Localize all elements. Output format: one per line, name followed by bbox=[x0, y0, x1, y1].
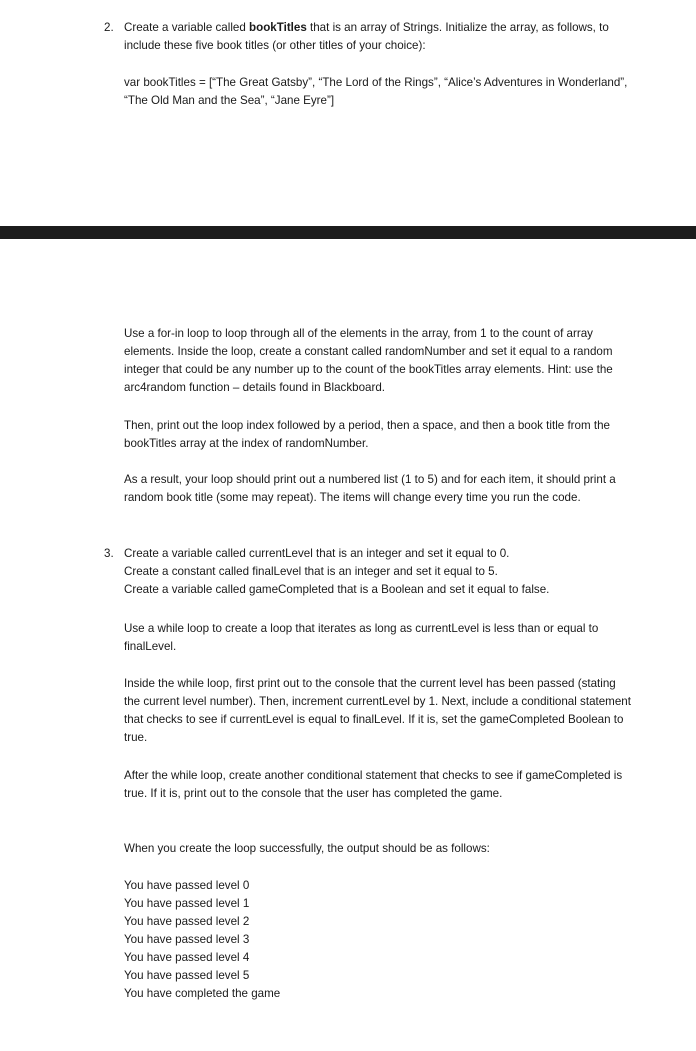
continued-paragraph-2: Then, print out the loop index followed by a period, then a space, and then a book title from the bookTitles array at the index of randomNumber. bbox=[124, 419, 610, 450]
output-line: You have passed level 1 bbox=[124, 897, 250, 910]
expected-output bbox=[124, 877, 634, 1003]
page-divider bbox=[0, 226, 696, 239]
page-bottom bbox=[0, 239, 696, 1051]
output-line: You have passed level 0 bbox=[124, 879, 250, 892]
item-2-number: 2. bbox=[104, 21, 114, 34]
item-2-intro bbox=[124, 19, 634, 55]
output-line: You have passed level 3 bbox=[124, 933, 250, 946]
output-line: You have completed the game bbox=[124, 987, 281, 1000]
item-3-line-2: Create a constant called finalLevel that is an integer and set it equal to 5. bbox=[124, 565, 498, 578]
item-3-line-1: Create a variable called currentLevel that is an integer and set it equal to 0. bbox=[124, 547, 510, 560]
item-2-intro-pre: Create a variable called bbox=[124, 21, 250, 34]
output-line: You have passed level 2 bbox=[124, 915, 250, 928]
item-3-number: 3. bbox=[104, 547, 114, 560]
output-line: You have passed level 5 bbox=[124, 969, 250, 982]
page-top bbox=[0, 0, 696, 225]
item-3-paragraph-3: After the while loop, create another conditional statement that checks to see if gameCompleted is true. If it is, print out to the console that the user has completed the game. bbox=[124, 769, 623, 800]
item-3-paragraph-4: When you create the loop successfully, the output should be as follows: bbox=[124, 842, 490, 855]
item-2-code: var bookTitles = [“The Great Gatsby”, “The Lord of the Rings”, “Alice’s Adventures in Wonderland”, “The Old Man and the Sea”, “Jane Eyre”] bbox=[124, 76, 628, 107]
continued-paragraph-1: Use a for-in loop to loop through all of the elements in the array, from 1 to the count of array elements. Inside the loop, create a constant called randomNumber and set it equal to a random integer that could be any number up to the count of the bookTitles array elements. Hint: use the arc4random function – details found in Blackboard. bbox=[124, 327, 613, 394]
item-2-intro-bold: bookTitles bbox=[249, 21, 307, 34]
item-3-paragraph-2: Inside the while loop, first print out to the console that the current level has been passed (stating the current level number). Then, increment currentLevel by 1. Next, include a conditional statement that checks to see if currentLevel is equal to finalLevel. If it is, set the gameCompleted Boolean to true. bbox=[124, 677, 631, 744]
output-line: You have passed level 4 bbox=[124, 951, 250, 964]
item-3-line-3: Create a variable called gameCompleted that is a Boolean and set it equal to false. bbox=[124, 583, 550, 596]
continued-paragraph-3: As a result, your loop should print out a numbered list (1 to 5) and for each item, it should print a random book title (some may repeat). The items will change every time you run the code. bbox=[124, 473, 616, 504]
item-2-intro-post: that is an array of Strings. Initialize the array, as follows, to include these five book titles (or other titles of your choice): bbox=[124, 21, 609, 52]
item-3-paragraph-1: Use a while loop to create a loop that iterates as long as currentLevel is less than or equal to finalLevel. bbox=[124, 622, 599, 653]
